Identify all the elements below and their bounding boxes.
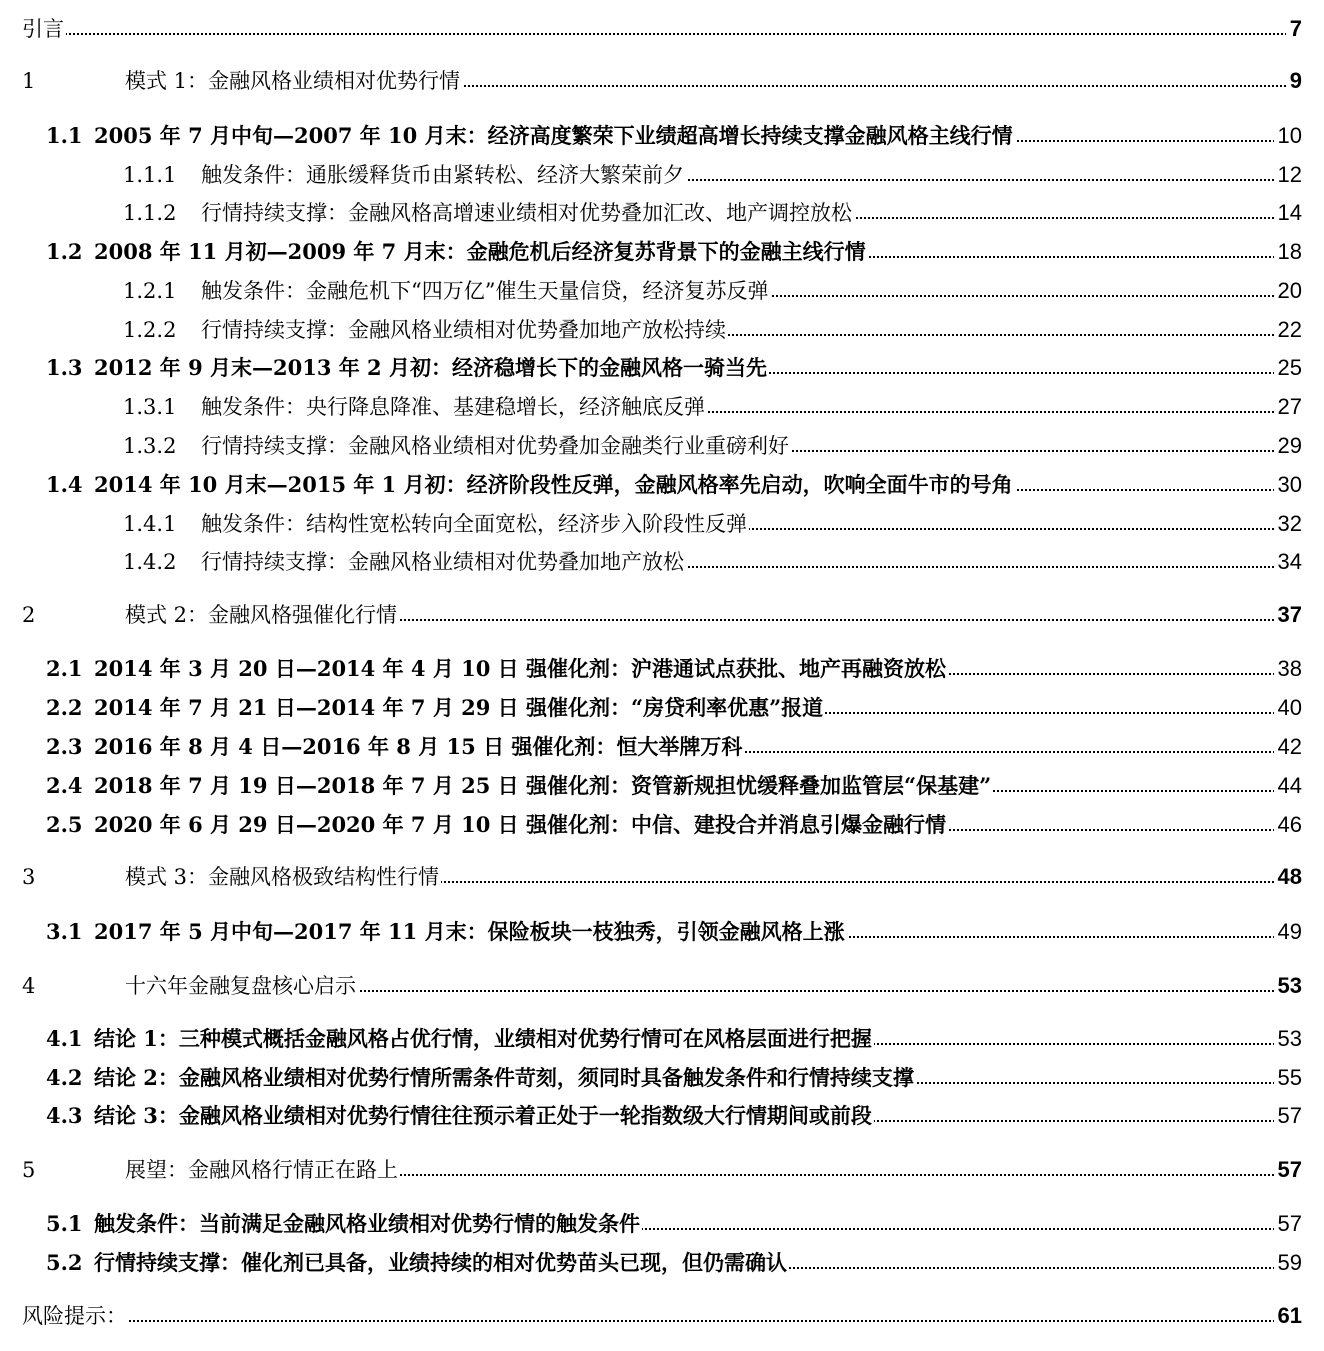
- toc-page-number: 7: [1286, 14, 1302, 44]
- toc-entry[interactable]: [0, 353, 1324, 383]
- toc-page-number: 57: [1274, 1155, 1302, 1185]
- toc-entry-title: 风险提示：: [22, 1301, 129, 1331]
- toc-entry-title: 触发条件：金融危机下“四万亿”催生天量信贷，经济复苏反弹: [201, 276, 770, 306]
- toc-entry-number: 1.2.2: [123, 315, 176, 345]
- toc-page-number: 53: [1274, 971, 1302, 1001]
- toc-entry-title: 触发条件：通胀缓释货币由紧转松、经济大繁荣前夕: [201, 160, 686, 190]
- toc-entry[interactable]: [0, 732, 1324, 762]
- toc-entry-number: 1.2.1: [123, 276, 176, 306]
- toc-entry-number: 2.5: [46, 810, 83, 840]
- toc-page-number: 57: [1274, 1209, 1302, 1239]
- toc-entry[interactable]: [0, 431, 1324, 461]
- toc-entry-title: 行情持续支撑：金融风格业绩相对优势叠加金融类行业重磅利好: [201, 431, 791, 461]
- toc-entry-number: 2.2: [46, 693, 83, 723]
- toc-page-number: 27: [1274, 392, 1302, 422]
- toc-entry[interactable]: [0, 693, 1324, 723]
- toc-entry-title: 2017 年 5 月中旬—2017 年 11 月末：保险板块一枝独秀，引领金融风格上涨: [94, 917, 847, 947]
- toc-entry-title: 模式 1：金融风格业绩相对优势行情: [125, 66, 462, 96]
- toc-entry[interactable]: [0, 315, 1324, 345]
- toc-entry-title: 2014 年 3 月 20 日—2014 年 4 月 10 日 强催化剂：沪港通试点获批、地产再融资放松: [94, 654, 948, 684]
- toc-entry-number: 1.1.1: [123, 160, 176, 190]
- toc-entry-title: 2012 年 9 月末—2013 年 2 月初：经济稳增长下的金融风格一骑当先: [94, 353, 769, 383]
- toc-page-number: 18: [1274, 237, 1302, 267]
- toc-entry[interactable]: [0, 654, 1324, 684]
- toc-entry-number: 1.1.2: [123, 198, 176, 228]
- toc-page-number: 14: [1274, 198, 1302, 228]
- toc-entry-title: 十六年金融复盘核心启示: [125, 971, 358, 1001]
- toc-entry-number: 3: [22, 862, 35, 892]
- toc-entry-title: 展望：金融风格行情正在路上: [125, 1155, 400, 1185]
- toc-entry-number: 1.2: [46, 237, 83, 267]
- toc-page-number: 12: [1274, 160, 1302, 190]
- toc-entry-number: 2: [22, 600, 35, 630]
- toc-entry[interactable]: [0, 810, 1324, 840]
- toc-entry-title: 行情持续支撑：金融风格高增速业绩相对优势叠加汇改、地产调控放松: [201, 198, 854, 228]
- toc-entry[interactable]: [0, 971, 1324, 1001]
- toc-entry-number: 4.2: [46, 1063, 83, 1093]
- toc-entry-title: 触发条件：结构性宽松转向全面宽松，经济步入阶段性反弹: [201, 509, 749, 539]
- toc-entry-number: 5.2: [46, 1248, 83, 1278]
- toc-entry[interactable]: [0, 1209, 1324, 1239]
- toc-entry-title: 2008 年 11 月初—2009 年 7 月末：金融危机后经济复苏背景下的金融主线行情: [94, 237, 868, 267]
- toc-entry[interactable]: [0, 547, 1324, 577]
- toc-entry-title: 模式 3：金融风格极致结构性行情: [125, 862, 441, 892]
- toc-entry-number: 1.3: [46, 353, 83, 383]
- toc-entry[interactable]: [0, 1155, 1324, 1185]
- toc-page-number: 59: [1274, 1248, 1302, 1278]
- toc-entry-number: 2.1: [46, 654, 83, 684]
- toc-page-number: 37: [1274, 600, 1302, 630]
- toc-page-number: 22: [1274, 315, 1302, 345]
- toc-page-number: 9: [1286, 66, 1302, 96]
- toc-entry[interactable]: [0, 1301, 1324, 1331]
- toc-entry-number: 5: [22, 1155, 35, 1185]
- toc-entry[interactable]: [0, 1248, 1324, 1278]
- toc-entry-number: 5.1: [46, 1209, 83, 1239]
- toc-entry[interactable]: [0, 1101, 1324, 1131]
- toc-entry-title: 行情持续支撑：金融风格业绩相对优势叠加地产放松: [201, 547, 686, 577]
- toc-entry-number: 4.1: [46, 1024, 83, 1054]
- toc-dot-leader: [42, 33, 1298, 35]
- toc-page-number: 44: [1274, 771, 1302, 801]
- toc-dot-leader: [42, 1320, 1298, 1322]
- toc-page-number: 46: [1274, 810, 1302, 840]
- toc-entry[interactable]: [0, 276, 1324, 306]
- toc-entry-title: 行情持续支撑：金融风格业绩相对优势叠加地产放松持续: [201, 315, 728, 345]
- toc-page-number: 61: [1274, 1301, 1302, 1331]
- toc-entry[interactable]: [0, 237, 1324, 267]
- toc-entry[interactable]: [0, 509, 1324, 539]
- toc-page-number: 48: [1274, 862, 1302, 892]
- toc-entry[interactable]: [0, 470, 1324, 500]
- toc-entry[interactable]: [0, 198, 1324, 228]
- toc-entry-number: 4.3: [46, 1101, 83, 1131]
- toc-page-number: 32: [1274, 509, 1302, 539]
- toc-entry-number: 2.4: [46, 771, 83, 801]
- toc-entry[interactable]: [0, 1063, 1324, 1093]
- toc-entry-title: 2020 年 6 月 29 日—2020 年 7 月 10 日 强催化剂：中信、建投合并消息引爆金融行情: [94, 810, 948, 840]
- toc-page-number: 57: [1274, 1101, 1302, 1131]
- toc-entry-number: 1.4: [46, 470, 83, 500]
- toc-entry[interactable]: [0, 14, 1324, 44]
- toc-entry-title: 结论 2：金融风格业绩相对优势行情所需条件苛刻，须同时具备触发条件和行情持续支撑: [94, 1063, 916, 1093]
- toc-page-number: 20: [1274, 276, 1302, 306]
- toc-page-number: 38: [1274, 654, 1302, 684]
- toc-entry[interactable]: [0, 1024, 1324, 1054]
- toc-page-number: 53: [1274, 1024, 1302, 1054]
- toc-page-number: 29: [1274, 431, 1302, 461]
- toc-page-number: 49: [1274, 917, 1302, 947]
- toc-page-number: 10: [1274, 121, 1302, 151]
- toc-entry-number: 1.1: [46, 121, 83, 151]
- toc-page-number: 55: [1274, 1063, 1302, 1093]
- toc-entry-title: 2016 年 8 月 4 日—2016 年 8 月 15 日 强催化剂：恒大举牌万科: [94, 732, 744, 762]
- toc-entry-title: 2014 年 7 月 21 日—2014 年 7 月 29 日 强催化剂：“房贷利率优惠”报道: [94, 693, 825, 723]
- toc-entry-number: 1.3.1: [123, 392, 176, 422]
- toc-entry-title: 引言: [22, 14, 66, 44]
- toc-entry-number: 2.3: [46, 732, 83, 762]
- toc-entry-number: 4: [22, 971, 35, 1001]
- toc-entry-title: 触发条件：央行降息降准、基建稳增长，经济触底反弹: [201, 392, 707, 422]
- toc-page-number: 30: [1274, 470, 1302, 500]
- toc-entry-number: 3.1: [46, 917, 83, 947]
- toc-entry-title: 触发条件：当前满足金融风格业绩相对优势行情的触发条件: [94, 1209, 642, 1239]
- toc-entry-title: 结论 1：三种模式概括金融风格占优行情，业绩相对优势行情可在风格层面进行把握: [94, 1024, 874, 1054]
- toc-page-number: 42: [1274, 732, 1302, 762]
- toc-page-number: 34: [1274, 547, 1302, 577]
- toc-entry[interactable]: [0, 121, 1324, 151]
- toc-entry[interactable]: [0, 917, 1324, 947]
- toc-entry[interactable]: [0, 160, 1324, 190]
- toc-entry[interactable]: [0, 600, 1324, 630]
- toc-entry-title: 模式 2：金融风格强催化行情: [125, 600, 399, 630]
- toc-entry[interactable]: [0, 66, 1324, 96]
- toc-entry-number: 1.4.2: [123, 547, 176, 577]
- toc-page-number: 40: [1274, 693, 1302, 723]
- toc-entry-number: 1.4.1: [123, 509, 176, 539]
- toc-entry-title: 2014 年 10 月末—2015 年 1 月初：经济阶段性反弹，金融风格率先启动，吹响全面牛市的号角: [94, 470, 1015, 500]
- toc-entry-title: 2005 年 7 月中旬—2007 年 10 月末：经济高度繁荣下业绩超高增长持续支撑金融风格主线行情: [94, 121, 1015, 151]
- toc-page-number: 25: [1274, 353, 1302, 383]
- toc-entry[interactable]: [0, 771, 1324, 801]
- toc-entry-title: 结论 3：金融风格业绩相对优势行情往往预示着正处于一轮指数级大行情期间或前段: [94, 1101, 874, 1131]
- toc-entry[interactable]: [0, 392, 1324, 422]
- toc-entry-number: 1: [22, 66, 35, 96]
- toc-entry[interactable]: [0, 862, 1324, 892]
- toc-entry-title: 行情持续支撑：催化剂已具备，业绩持续的相对优势苗头已现，但仍需确认: [94, 1248, 789, 1278]
- toc-entry-number: 1.3.2: [123, 431, 176, 461]
- toc-entry-title: 2018 年 7 月 19 日—2018 年 7 月 25 日 强催化剂：资管新规担忧缓释叠加监管层“保基建”: [94, 771, 993, 801]
